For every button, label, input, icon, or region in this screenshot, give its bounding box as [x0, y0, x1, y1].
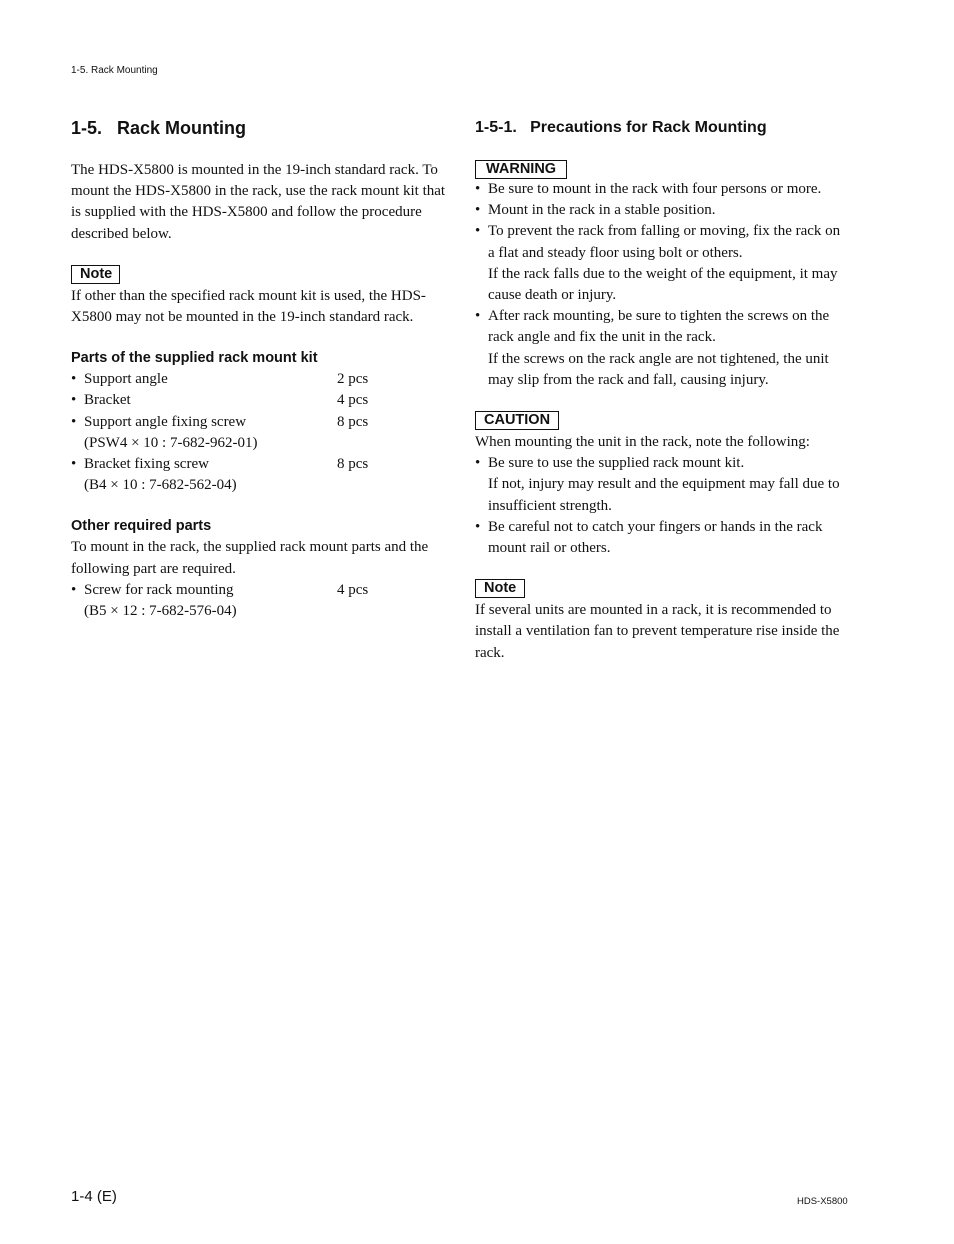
warning-list [475, 179, 850, 391]
left-column [71, 116, 451, 622]
section-title: 1-5. Rack Mounting [71, 118, 247, 138]
list-item: • Be sure to mount in the rack with four persons or more. [475, 181, 822, 197]
intro-paragraph: The HDS-X5800 is mounted in the 19-inch standard rack. To mount the HDS-X5800 in the rack, use the rack mount kit that is supplied with the HDS-X5800 and follow the procedure described below. [71, 162, 446, 242]
other-parts-text: To mount in the rack, the supplied rack mount parts and the following part are required. [71, 539, 429, 577]
list-item: • Support angle 2 pcs [71, 371, 369, 388]
list-item-sub: (B4 × 10 : 7-682-562-04) [84, 477, 237, 494]
caution-intro: When mounting the unit in the rack, note the following: [475, 434, 810, 451]
list-item-sub: (PSW4 × 10 : 7-682-962-01) [84, 434, 258, 451]
note-block [71, 265, 451, 328]
other-parts-heading: Other required parts [71, 518, 212, 535]
note-label: Note [71, 265, 120, 284]
list-item: • Be sure to use the supplied rack mount kit. If not, injury may result and the equipment may fall due to insufficient strength. [475, 455, 840, 514]
note-block-right [475, 579, 865, 664]
list-item-sub: (B5 × 12 : 7-682-576-04) [84, 603, 237, 620]
warning-block [475, 160, 865, 391]
parts-heading: Parts of the supplied rack mount kit [71, 350, 318, 367]
caution-block [475, 411, 865, 559]
list-item: • Support angle fixing screw 8 pcs [71, 413, 369, 430]
note-text: If other than the specified rack mount kit is used, the HDS-X5800 may not be mounted in the 19-inch standard rack. [71, 287, 426, 326]
list-item: • Screw for rack mounting 4 pcs [71, 581, 369, 598]
warning-label: WARNING [475, 160, 567, 179]
list-item: • Mount in the rack in a stable position. [475, 202, 716, 219]
note-text: If several units are mounted in a rack, it is recommended to install a ventilation fan to prevent temperature rise inside the rack. [475, 602, 840, 661]
note-label: Note [475, 579, 525, 598]
page-number: 1-4 (E) [71, 1188, 117, 1205]
list-item: • Be careful not to catch your fingers or hands in the rack mount rail or others. [475, 518, 823, 557]
model-name: HDS-X5800 [797, 1196, 848, 1207]
list-item: • Bracket 4 pcs [71, 392, 369, 409]
parts-list [71, 369, 451, 496]
list-item: • To prevent the rack from falling or moving, fix the rack on a flat and steady floor using bolt or others. If the rack falls due to the weight of the equipment, it may cause death or injury. [475, 223, 841, 304]
caution-label: CAUTION [475, 411, 559, 430]
other-parts-list [71, 580, 451, 622]
subsection-title: 1-5-1. Precautions for Rack Mounting [475, 119, 767, 136]
right-column [475, 116, 865, 664]
running-head: 1-5. Rack Mounting [71, 65, 158, 76]
list-item: • Bracket fixing screw 8 pcs [71, 456, 369, 473]
caution-list [475, 453, 850, 559]
list-item: • After rack mounting, be sure to tighten the screws on the rack angle and fix the unit in the rack. If the screws on the rack angle are not tightened, the unit may slip from the rack and fall, causing injury. [475, 308, 830, 388]
